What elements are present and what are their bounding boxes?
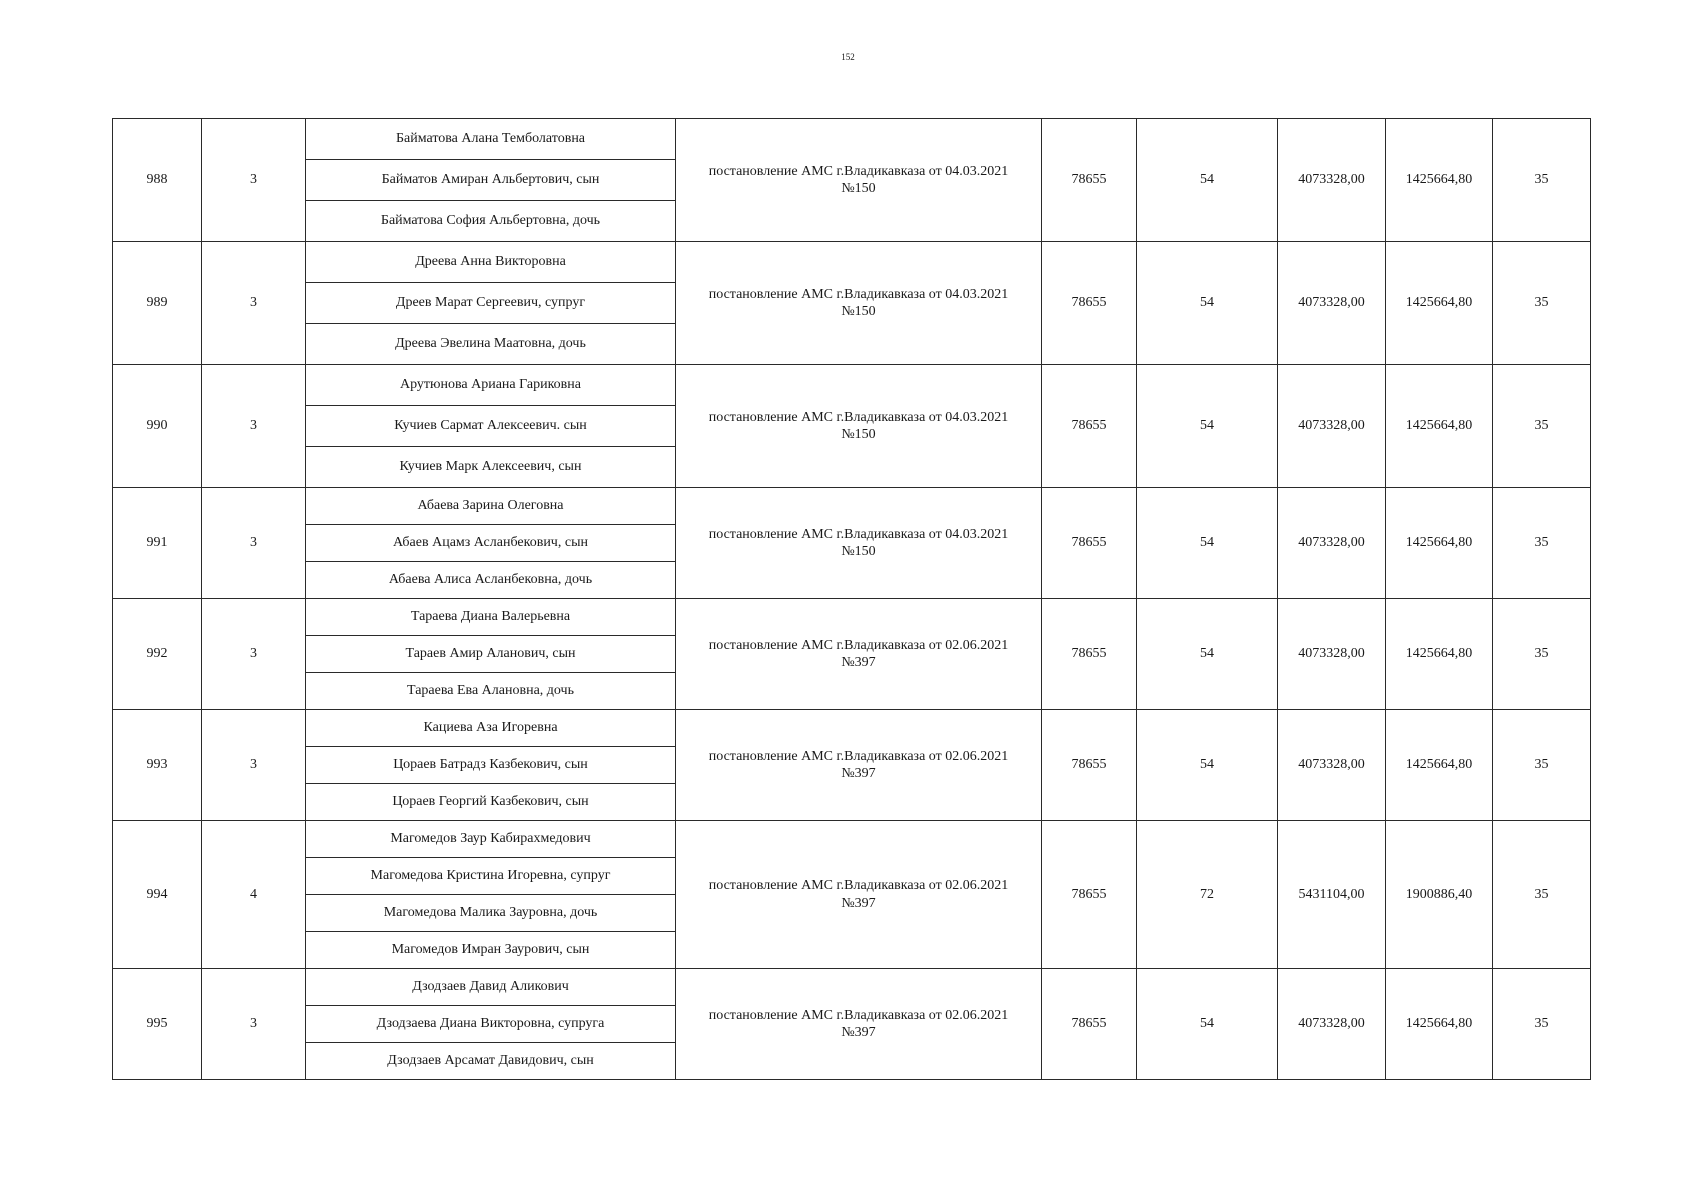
person-name-cell: Абаев Ацамз Асланбекович, сын xyxy=(306,525,676,562)
price-per-sqm-cell: 78655 xyxy=(1042,488,1137,599)
person-name-cell: Кациева Аза Игоревна xyxy=(306,710,676,747)
subsidy-cell: 1900886,40 xyxy=(1386,821,1493,969)
subsidy-cell: 1425664,80 xyxy=(1386,365,1493,488)
price-per-sqm-cell: 78655 xyxy=(1042,969,1137,1080)
price-per-sqm-cell: 78655 xyxy=(1042,599,1137,710)
percent-cell: 35 xyxy=(1493,242,1591,365)
total-cost-cell: 4073328,00 xyxy=(1278,969,1386,1080)
area-cell: 54 xyxy=(1137,599,1278,710)
row-number-cell: 993 xyxy=(113,710,202,821)
members-count-cell: 3 xyxy=(202,488,306,599)
total-cost-cell: 4073328,00 xyxy=(1278,365,1386,488)
total-cost-cell: 4073328,00 xyxy=(1278,119,1386,242)
person-name-cell: Дреев Марат Сергеевич, супруг xyxy=(306,283,676,324)
person-name-cell: Тараева Ева Алановна, дочь xyxy=(306,673,676,710)
subsidy-cell: 1425664,80 xyxy=(1386,119,1493,242)
person-name-cell: Арутюнова Ариана Гариковна xyxy=(306,365,676,406)
person-name-cell: Байматова София Альбертовна, дочь xyxy=(306,201,676,242)
person-name-cell: Цораев Батрадз Казбекович, сын xyxy=(306,747,676,784)
area-cell: 54 xyxy=(1137,488,1278,599)
area-cell: 54 xyxy=(1137,242,1278,365)
document-title: постановление АМС г.Владикавказа от 02.06.2021 xyxy=(708,878,1009,893)
person-name-cell: Байматов Амиран Альбертович, сын xyxy=(306,160,676,201)
person-name-cell: Тараев Амир Аланович, сын xyxy=(306,636,676,673)
document-number: №397 xyxy=(841,1025,876,1040)
row-number-cell: 991 xyxy=(113,488,202,599)
row-number-cell: 988 xyxy=(113,119,202,242)
person-name-cell: Кучиев Сармат Алексеевич. сын xyxy=(306,406,676,447)
person-name-cell: Дзодзаев Давид Аликович xyxy=(306,969,676,1006)
beneficiaries-table xyxy=(112,118,1591,1080)
row-number-cell: 989 xyxy=(113,242,202,365)
area-cell: 54 xyxy=(1137,119,1278,242)
table-row xyxy=(113,599,1591,636)
person-name-cell: Абаева Алиса Асланбековна, дочь xyxy=(306,562,676,599)
total-cost-cell: 5431104,00 xyxy=(1278,821,1386,969)
document-cell xyxy=(676,599,1042,710)
table-row xyxy=(113,969,1591,1006)
percent-cell: 35 xyxy=(1493,119,1591,242)
members-count-cell: 3 xyxy=(202,242,306,365)
person-name-cell: Дзодзаева Диана Викторовна, супруга xyxy=(306,1006,676,1043)
row-number-cell: 990 xyxy=(113,365,202,488)
document-cell xyxy=(676,821,1042,969)
total-cost-cell: 4073328,00 xyxy=(1278,710,1386,821)
document-cell xyxy=(676,969,1042,1080)
members-count-cell: 4 xyxy=(202,821,306,969)
person-name-cell: Цораев Георгий Казбекович, сын xyxy=(306,784,676,821)
table-row xyxy=(113,365,1591,406)
members-count-cell: 3 xyxy=(202,969,306,1080)
total-cost-cell: 4073328,00 xyxy=(1278,599,1386,710)
document-cell xyxy=(676,710,1042,821)
document-number: №397 xyxy=(841,895,876,911)
subsidy-cell: 1425664,80 xyxy=(1386,969,1493,1080)
price-per-sqm-cell: 78655 xyxy=(1042,119,1137,242)
document-title: постановление АМС г.Владикавказа от 04.03.2021 xyxy=(708,286,1009,302)
page-number: 152 xyxy=(841,52,855,62)
subsidy-cell: 1425664,80 xyxy=(1386,242,1493,365)
person-name-cell: Магомедова Малика Зауровна, дочь xyxy=(306,895,676,932)
document-cell xyxy=(676,365,1042,488)
price-per-sqm-cell: 78655 xyxy=(1042,821,1137,969)
person-name-cell: Абаева Зарина Олеговна xyxy=(306,488,676,525)
table-row xyxy=(113,119,1591,160)
person-name-cell: Кучиев Марк Алексеевич, сын xyxy=(306,447,676,488)
document-number: №397 xyxy=(841,766,876,781)
area-cell: 54 xyxy=(1137,365,1278,488)
table-row xyxy=(113,710,1591,747)
document-title: постановление АМС г.Владикавказа от 04.03.2021 xyxy=(708,409,1009,425)
row-number-cell: 992 xyxy=(113,599,202,710)
document-title: постановление АМС г.Владикавказа от 02.06.2021 xyxy=(708,1007,1009,1023)
price-per-sqm-cell: 78655 xyxy=(1042,365,1137,488)
percent-cell: 35 xyxy=(1493,599,1591,710)
document-number: №150 xyxy=(841,181,876,196)
members-count-cell: 3 xyxy=(202,599,306,710)
document-number: №150 xyxy=(841,304,876,319)
percent-cell: 35 xyxy=(1493,488,1591,599)
person-name-cell: Магомедов Имран Заурович, сын xyxy=(306,932,676,969)
table-row xyxy=(113,488,1591,525)
document-cell xyxy=(676,242,1042,365)
percent-cell: 35 xyxy=(1493,821,1591,969)
percent-cell: 35 xyxy=(1493,969,1591,1080)
table-body xyxy=(113,119,1591,1080)
subsidy-cell: 1425664,80 xyxy=(1386,599,1493,710)
area-cell: 54 xyxy=(1137,969,1278,1080)
document-cell xyxy=(676,119,1042,242)
price-per-sqm-cell: 78655 xyxy=(1042,242,1137,365)
row-number-cell: 994 xyxy=(113,821,202,969)
price-per-sqm-cell: 78655 xyxy=(1042,710,1137,821)
document-number: №150 xyxy=(841,427,876,442)
document-number: №150 xyxy=(841,544,876,559)
document-cell xyxy=(676,488,1042,599)
person-name-cell: Дреева Эвелина Маатовна, дочь xyxy=(306,324,676,365)
subsidy-cell: 1425664,80 xyxy=(1386,710,1493,821)
person-name-cell: Магомедов Заур Кабирахмедович xyxy=(306,821,676,858)
document-title: постановление АМС г.Владикавказа от 02.06.2021 xyxy=(708,748,1009,764)
person-name-cell: Магомедова Кристина Игоревна, супруг xyxy=(306,858,676,895)
members-count-cell: 3 xyxy=(202,119,306,242)
members-count-cell: 3 xyxy=(202,710,306,821)
person-name-cell: Дзодзаев Арсамат Давидович, сын xyxy=(306,1043,676,1080)
document-title: постановление АМС г.Владикавказа от 04.03.2021 xyxy=(708,526,1009,542)
document-number: №397 xyxy=(841,655,876,670)
person-name-cell: Дреева Анна Викторовна xyxy=(306,242,676,283)
percent-cell: 35 xyxy=(1493,365,1591,488)
document-title: постановление АМС г.Владикавказа от 02.06.2021 xyxy=(708,637,1009,653)
table-row xyxy=(113,821,1591,858)
area-cell: 54 xyxy=(1137,710,1278,821)
person-name-cell: Байматова Алана Темболатовна xyxy=(306,119,676,160)
table-row xyxy=(113,242,1591,283)
total-cost-cell: 4073328,00 xyxy=(1278,242,1386,365)
subsidy-cell: 1425664,80 xyxy=(1386,488,1493,599)
members-count-cell: 3 xyxy=(202,365,306,488)
percent-cell: 35 xyxy=(1493,710,1591,821)
total-cost-cell: 4073328,00 xyxy=(1278,488,1386,599)
document-title: постановление АМС г.Владикавказа от 04.03.2021 xyxy=(708,163,1009,179)
person-name-cell: Тараева Диана Валерьевна xyxy=(306,599,676,636)
area-cell: 72 xyxy=(1137,821,1278,969)
row-number-cell: 995 xyxy=(113,969,202,1080)
